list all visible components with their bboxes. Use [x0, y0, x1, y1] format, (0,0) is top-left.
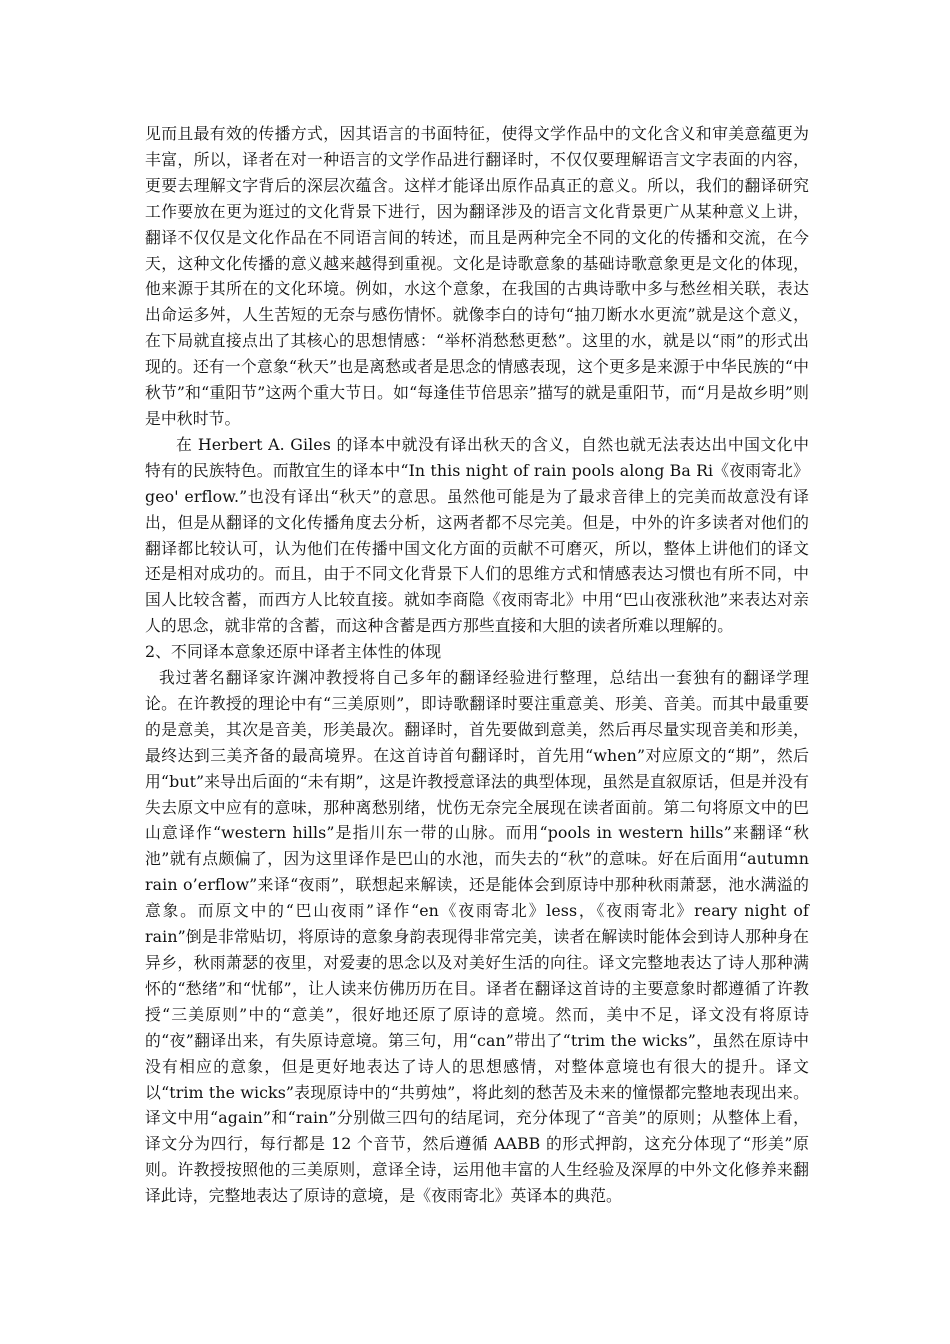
section-heading: 2、不同译本意象还原中译者主体性的体现 — [145, 642, 442, 662]
document-body — [145, 121, 809, 1209]
paragraph-xu-yuanchong: 我过著名翻译家许渊冲教授将自己多年的翻译经验进行整理，总结出一套独有的翻译学理论。在许教授的理论中有“三美原则”，即诗歌翻译时要注重意美、形美、音美。而其中最重要的是意美，其次是音美，形美最次。翻译时，首先要做到意美，然后再尽量实现音美和形美，最终达到三美齐备的最高境界。在这首诗首句翻译时，首先用“when”对应原文的“期”，然后用“but”来导出后面的“未有期”，这是许教授意译法的典型体现，虽然是直叙原话，但是并没有失去原文中应有的意味，那种离愁别绪，忧伤无奈完全展现在读者面前。第二句将原文中的巴山意译作“western hills”是指川东一带的山脉。而用“pools in western hills”来翻译“秋池”就有点颇偏了，因为这里译作是巴山的水池，而失去的“秋”的意味。好在后面用“autumn rain o’erflow”来译“夜雨”，联想起来解读，还是能体会到原诗中那种秋雨萧瑟，池水满溢的意象。而原文中的“巴山夜雨”译作“en《夜雨寄北》less，《夜雨寄北》reary night of rain”倒是非常贴切，将原诗的意象身韵表现得非常完美，读者在解读时能体会到诗人那种身在异乡，秋雨萧瑟的夜里，对爱妻的思念以及对美好生活的向往。译文完整地表达了诗人那种满怀的“愁绪”和“忧郁”，让人读来仿佛历历在目。译者在翻译这首诗的主要意象时都遵循了许教授“三美原则”中的“意美”，很好地还原了原诗的意境。然而，美中不足，译文没有将原诗的“夜”翻译出来，有失原诗意境。第三句，用“can”带出了“trim the wicks”，虽然在原诗中没有相应的意象，但是更好地表达了诗人的思想感情，对整体意境也有很大的提升。译文以“trim the wicks”表现原诗中的“共剪烛”，将此刻的愁苦及未来的憧憬都完整地表现出来。译文中用“again”和“rain”分别做三四句的结尾词，充分体现了“音美”的原则；从整体上看，译文分为四行，每行都是 12 个音节，然后遵循 AABB 的形式押韵，这充分体现了“形美”原则。许教授按照他的三美原则，意译全诗，运用他丰富的人生经验及深厚的中外文化修养来翻译此诗，完整地表达了原诗的意境，是《夜雨寄北》英译本的典范。 — [145, 668, 809, 1206]
paragraph-giles-translation: 在 Herbert A. Giles 的译本中就没有译出秋天的含义，自然也就无法表达出中国文化中特有的民族特色。而散宜生的译本中“In this night of rain pools along Ba Ri《夜雨寄北》geo' erflow.”也没有译出“秋天”的意思。虽然他可能是为了最求音律上的完美而故意没有译出，但是从翻译的文化传播角度去分析，这两者都不尽完美。但是，中外的许多读者对他们的翻译都比较认可，认为他们在传播中国文化方面的贡献不可磨灭，所以，整体上讲他们的译文还是相对成功的。而且，由于不同文化背景下人们的思维方式和情感表达习惯也有所不同，中国人比较含蓄，而西方人比较直接。就如李商隐《夜雨寄北》中用“巴山夜涨秋池”来表达对亲人的思念，就非常的含蓄，而这种含蓄是西方那些直接和大胆的读者所难以理解的。 — [145, 434, 809, 636]
paragraph-continuation: 见而且最有效的传播方式，因其语言的书面特征，使得文学作品中的文化含义和审美意蕴更为丰富，所以，译者在对一种语言的文学作品进行翻译时，不仅仅要理解语言文字表面的内容，更要去理解文字背后的深层次蕴含。这样才能译出原作品真正的意义。所以，我们的翻译研究工作要放在更为逛过的文化背景下进行，因为翻译涉及的语言文化背景更广从某种意义上讲，翻译不仅仅是文化作品在不同语言间的转述，而且是两种完全不同的文化的传播和交流，在今天，这种文化传播的意义越来越得到重视。文化是诗歌意象的基础诗歌意象更是文化的体现，他来源于其所在的文化环境。例如，水这个意象，在我国的古典诗歌中多与愁丝相关联，表达出命运多舛，人生苦短的无奈与感伤情怀。就像李白的诗句“抽刀断水水更流”就是这个意义，在下局就直接点出了其核心的思想情感：“举杯消愁愁更愁”。这里的水，就是以“雨”的形式出现的。还有一个意象“秋天”也是离愁或者是思念的情感表现，这个更多是来源于中华民族的“中秋节”和“重阳节”这两个重大节日。如“每逢佳节倍思亲”描写的就是重阳节，而“月是故乡明”则是中秋时节。 — [145, 124, 809, 428]
